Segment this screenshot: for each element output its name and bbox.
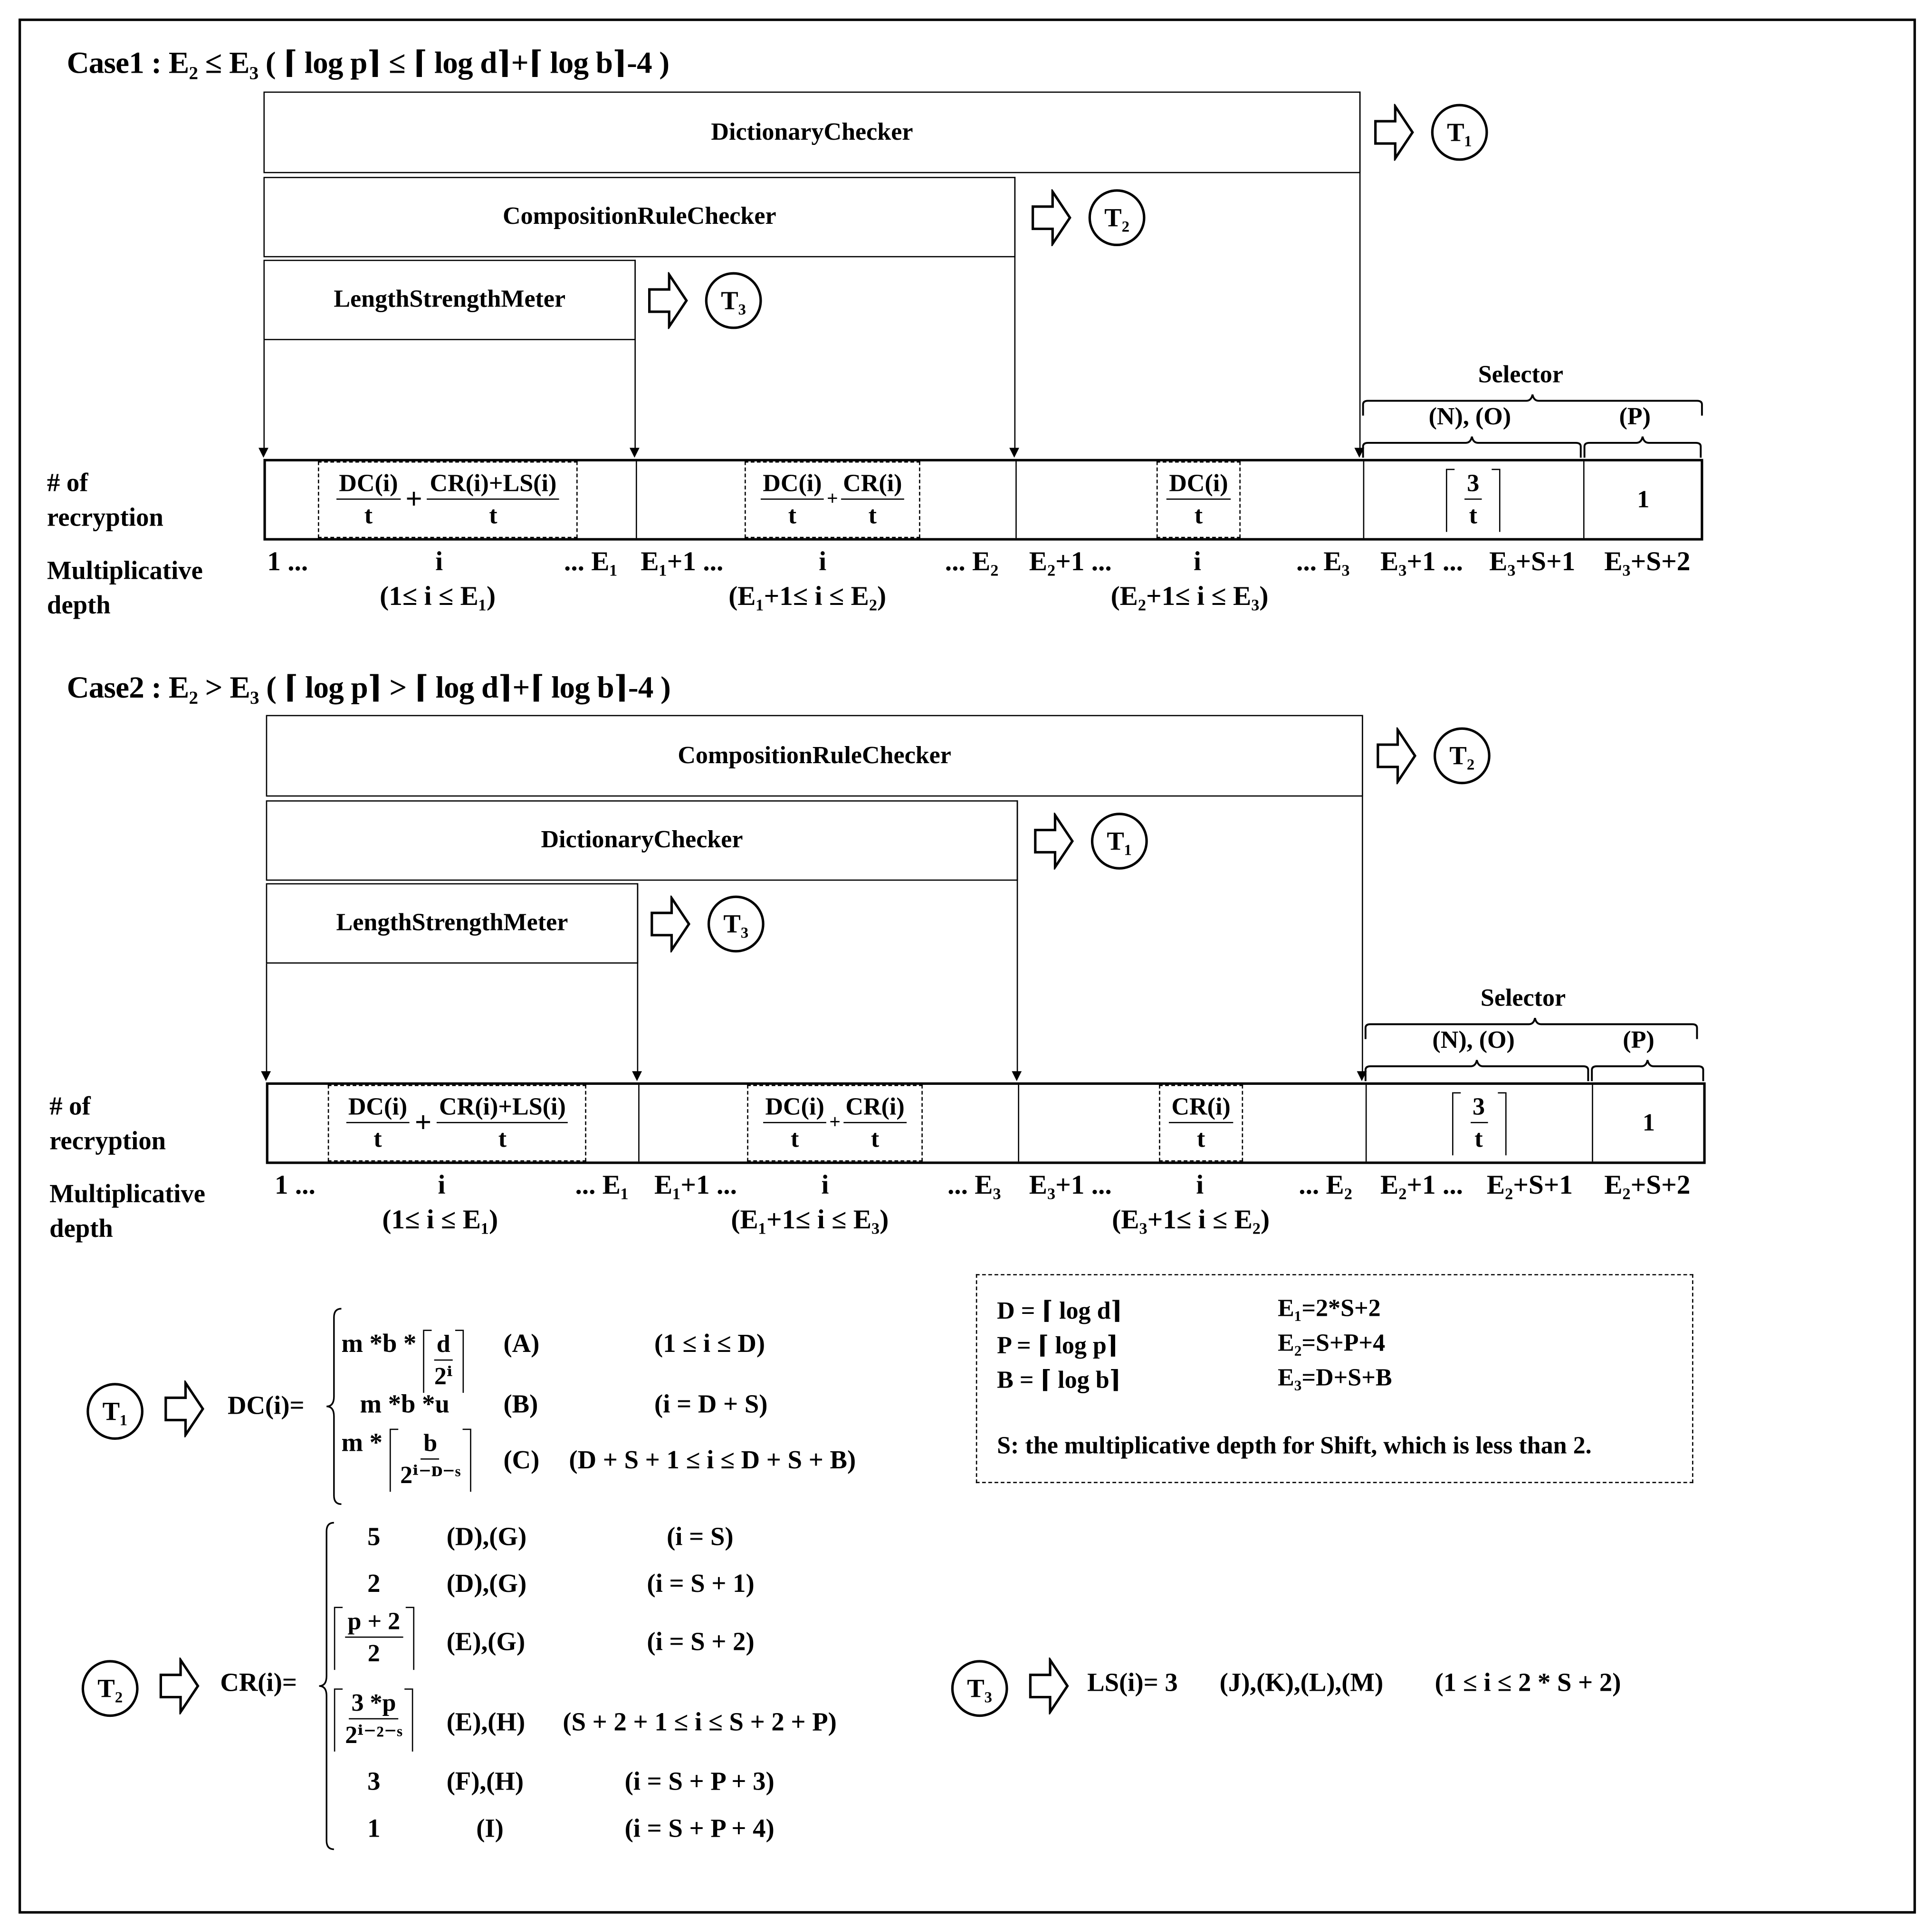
label-line: recryption [49,1125,166,1156]
block-arrow-right-icon [1028,1657,1070,1714]
numerator: p + 2 [345,1607,402,1638]
target-label: T₃ [967,1673,993,1703]
target-label: T₁ [102,1396,128,1426]
depth-end: ... E₁ [575,1168,629,1200]
target-t1-circle [1431,104,1488,161]
cr-case-2: 2 [367,1568,381,1599]
cr-cond-3: (i = S + 2) [647,1627,755,1657]
block-arrow-right-icon [1373,104,1415,161]
depth-start: E₁+1 ... [654,1168,737,1200]
label-line: # of [49,1091,91,1121]
target-label: T₂ [1449,740,1475,770]
target-t2-circle [1089,189,1146,246]
denominator: t [1469,501,1477,529]
arrow-down-icon [261,1071,271,1081]
case2-seg3-recryption [1159,1085,1243,1161]
fraction [1470,1092,1487,1155]
cr-case-5: 3 [367,1766,381,1796]
case1-seg5-recryption [1583,461,1703,538]
target-t3-circle [705,272,762,329]
brace-icon [316,1522,336,1850]
numerator: CR(i) [1169,1092,1233,1122]
cr-cond-5: (i = S + P + 3) [624,1766,775,1796]
cr-case-1: 5 [367,1521,381,1551]
cr-tag-4: (E),(H) [446,1707,526,1737]
depth-range: (1≤ i ≤ E₁) [382,1203,498,1235]
denominator: t [1196,1125,1205,1152]
cr-tag-5: (F),(H) [446,1766,524,1796]
arrow-down-icon [1012,1071,1022,1081]
denominator: 2 [367,1640,380,1667]
cr-tag-2: (D),(G) [446,1568,527,1599]
denominator: t [364,501,373,529]
equation-e1: E₁=2*S+2 [1278,1295,1381,1322]
cr-cond-2: (i = S + 1) [647,1568,755,1599]
case1-title: Case1 : E₂ ≤ E₃ ( ⌈ log p⌉ ≤ ⌈ log d⌉+⌈ log b⌉-4 ) [67,47,670,81]
numerator: CR(i)+LS(i) [437,1092,568,1122]
fraction [336,468,401,531]
ceiling-bracket [1452,1092,1506,1155]
depth-start: 1 ... [274,1168,316,1200]
case1-connector-line [634,260,636,449]
ls-cond: (1 ≤ i ≤ 2 * S + 2) [1435,1667,1621,1697]
case2-connector-line [637,883,639,1073]
depth-end: ... E₂ [1299,1168,1352,1200]
denominator: 2ⁱ [434,1363,453,1390]
operator: + [414,1106,432,1139]
operator: + [829,1112,841,1133]
block-arrow-right-icon [650,896,692,953]
case2-seg2-recryption [747,1085,923,1161]
block-arrow-right-icon [1376,728,1418,785]
equation-e3: E₃=D+S+B [1278,1364,1392,1392]
brace-icon [1591,1059,1707,1083]
fraction [841,468,905,531]
brace-icon [1583,435,1704,460]
numerator: 3 [1470,1092,1487,1122]
depth-mid: i [435,545,443,577]
block-arrow-right-icon [1030,189,1072,246]
dc-cond-c: (D + S + 1 ≤ i ≤ D + S + B) [569,1445,856,1475]
target-label: T₂ [97,1673,123,1703]
cr-tag-3: (E),(G) [446,1627,526,1657]
numerator: DC(i) [336,468,401,499]
numerator: DC(i) [760,468,824,499]
case2-recryption-label [49,1089,166,1158]
case1-recryption-track [263,459,1703,541]
case1-bar-dictionary-checker [263,92,1360,173]
depth-start: E₂+1 ... [1029,545,1112,577]
depth-start: E₃+S+2 [1604,545,1691,577]
block-arrow-right-icon [1033,813,1075,870]
operator: + [827,488,838,510]
case1-recryption-label [47,465,163,535]
target-t1-circle [1091,813,1148,870]
fraction [763,1092,827,1155]
fraction [434,1330,453,1393]
depth-range: (E₁+1≤ i ≤ E₂) [728,580,887,611]
depth-end: ... E₂ [945,545,999,577]
case1-seg3-recryption [1157,461,1241,538]
case2-title: Case2 : E₂ > E₃ ( ⌈ log p⌉ > ⌈ log d⌉+⌈ log b⌉-4 ) [67,671,670,705]
ls-tag: (J),(K),(L),(M) [1219,1667,1384,1697]
numerator: b [421,1429,440,1460]
label-line: recryption [47,502,163,532]
dc-cond-b: (i = D + S) [654,1389,768,1419]
target-label: T₁ [1107,825,1132,856]
depth-start: E₂+1 ... [1380,1168,1463,1200]
case1-seg4-recryption [1363,461,1583,538]
label-line: depth [47,590,111,620]
ceiling-bracket [1446,468,1501,531]
arrow-down-icon [258,448,268,458]
fraction [1167,468,1231,531]
ceiling-bracket [423,1330,464,1393]
numerator: DC(i) [763,1092,827,1122]
case2-seg4-recryption [1366,1085,1592,1161]
depth-start: E₂+S+2 [1604,1168,1691,1200]
cr-lhs: CR(i)= [220,1667,297,1697]
case1-seg2-recryption [745,461,920,538]
case2-bar-composition-rule-checker [266,715,1363,797]
fraction [843,1092,907,1155]
target-t3-circle [708,896,765,953]
target-t3-circle [951,1660,1008,1717]
denominator: 2ⁱ⁻ᴰ⁻ˢ [400,1462,461,1490]
target-label: T₃ [723,908,749,939]
case1-selector-p: (P) [1619,403,1651,431]
fraction [760,468,824,531]
case2-depth-label [49,1177,205,1246]
cr-cond-1: (i = S) [667,1521,734,1551]
denominator: 2ⁱ⁻²⁻ˢ [345,1722,402,1749]
case2-seg5-recryption [1592,1085,1705,1161]
definition-b: B = ⌈ log b⌉ [997,1367,1121,1394]
case2-selector-label: Selector [1480,985,1566,1012]
case1-seg1-recryption [318,461,578,538]
case2-connector-line [1362,715,1363,1073]
numerator: CR(i)+LS(i) [427,468,559,499]
target-t2-circle [1434,728,1491,785]
numerator: DC(i) [1167,468,1231,499]
bar-label: DictionaryChecker [711,118,913,145]
dc-cond-a: (1 ≤ i ≤ D) [654,1328,765,1359]
shift-note: S: the multiplicative depth for Shift, which is less than 2. [997,1432,1592,1460]
dc-lhs: DC(i)= [227,1390,305,1420]
brace-icon [1362,393,1704,418]
arrow-down-icon [1009,448,1019,458]
denominator: t [788,501,797,529]
cr-tag-6: (I) [476,1813,504,1843]
depth-range: (E₂+1≤ i ≤ E₃) [1110,580,1269,611]
depth-end: ... E₁ [564,545,618,577]
numerator: d [434,1330,453,1360]
operator: + [405,483,422,516]
fraction [1169,1092,1233,1155]
fraction [400,1429,460,1492]
fraction [427,468,559,531]
fraction [345,1607,402,1670]
denominator: t [1474,1125,1483,1152]
fraction [437,1092,568,1155]
denominator: t [790,1125,799,1152]
divider [636,461,637,538]
dc-case-a [341,1329,464,1393]
ls-formula: LS(i)= 3 [1087,1667,1178,1697]
fraction [346,1092,410,1155]
label-line: Multiplicative [49,1178,206,1209]
arrow-down-icon [632,1071,642,1081]
target-t2-circle [82,1660,139,1717]
case1-depth-label [47,553,203,623]
block-arrow-right-icon [647,272,689,329]
expr: m *b * [341,1328,417,1359]
target-label: T₁ [1447,116,1473,147]
block-arrow-right-icon [163,1380,206,1437]
case2-connector-line [266,964,268,1073]
bar-label: LengthStrengthMeter [336,909,568,937]
definition-p: P = ⌈ log p⌉ [997,1332,1119,1360]
depth-mid: i [819,545,827,577]
target-t1-circle [86,1383,143,1440]
fraction [345,1688,402,1752]
case1-connector-line [263,340,265,449]
depth-start: E₃+1 ... [1029,1168,1112,1200]
case2-recryption-track [266,1082,1706,1164]
brace-icon [1362,435,1585,460]
cr-cond-6: (i = S + P + 4) [624,1813,775,1843]
depth-range: (1≤ i ≤ E₁) [380,580,496,611]
case1-connector-line [1014,177,1016,449]
numerator: DC(i) [346,1092,410,1122]
depth-end: E₂+S+1 [1486,1168,1573,1200]
cr-case-6: 1 [367,1813,381,1843]
bar-label: CompositionRuleChecker [678,741,951,769]
denominator: t [870,1125,880,1152]
value: 1 [1642,1109,1655,1136]
case2-bar-length-strength-meter [266,883,639,964]
dc-tag-c: (C) [503,1445,540,1475]
depth-end: ... E₃ [947,1168,1001,1200]
dc-tag-b: (B) [503,1389,538,1419]
case1-selector-label: Selector [1478,361,1563,389]
case2-selector-p: (P) [1623,1026,1655,1054]
divider [1018,1085,1019,1161]
depth-end: E₃+S+1 [1489,545,1576,577]
target-label: T₃ [721,285,746,315]
label-line: depth [49,1213,113,1244]
brace-icon [1364,1059,1592,1083]
case2-connector-line [1017,800,1018,1073]
cr-tag-1: (D),(G) [446,1521,527,1551]
ceiling-bracket [389,1429,472,1492]
target-label: T₂ [1104,202,1130,232]
case2-bar-dictionary-checker [266,800,1018,881]
numerator: CR(i) [843,1092,907,1122]
case1-selector-no: (N), (O) [1428,403,1511,431]
depth-range: (E₁+1≤ i ≤ E₃) [731,1203,889,1235]
case1-bar-composition-rule-checker [263,177,1015,257]
numerator: 3 *p [349,1688,398,1719]
bar-label: DictionaryChecker [541,826,743,854]
arrow-down-icon [630,448,640,458]
ceiling-bracket [334,1607,414,1670]
denominator: t [1194,501,1203,529]
depth-mid: i [1196,1168,1204,1200]
cr-case-4 [334,1687,413,1752]
divider [638,1085,640,1161]
ceiling-bracket [334,1688,413,1752]
label-line: Multiplicative [47,555,203,585]
case1-bar-length-strength-meter [263,260,636,340]
depth-range: (E₃+1≤ i ≤ E₂) [1112,1203,1270,1235]
case2-selector-no: (N), (O) [1432,1026,1515,1054]
depth-mid: i [1193,545,1201,577]
case2-seg1-recryption [328,1085,586,1161]
equation-e2: E₂=S+P+4 [1278,1330,1386,1357]
denominator: t [489,501,497,529]
expr: m * [341,1427,383,1457]
fraction [1464,468,1482,531]
label-line: # of [47,467,88,498]
depth-start: 1 ... [267,545,308,577]
denominator: t [868,501,877,529]
denominator: t [498,1125,507,1152]
dc-tag-a: (A) [503,1328,540,1359]
brace-icon [1364,1017,1707,1042]
divider [1015,461,1017,538]
brace-icon [324,1307,344,1505]
cr-case-3 [334,1606,414,1670]
depth-end: ... E₃ [1296,545,1350,577]
depth-start: E₁+1 ... [641,545,724,577]
depth-start: E₃+1 ... [1380,545,1463,577]
bar-label: LengthStrengthMeter [334,286,566,313]
definition-d: D = ⌈ log d⌉ [997,1297,1123,1325]
cr-cond-4: (S + 2 + 1 ≤ i ≤ S + 2 + P) [563,1707,837,1737]
bar-label: CompositionRuleChecker [502,202,776,230]
case1-connector-line [1359,92,1361,449]
value: 1 [1637,485,1650,513]
denominator: t [373,1125,382,1152]
dc-case-c [341,1427,471,1492]
block-arrow-right-icon [158,1657,201,1714]
definitions-legend [976,1274,1693,1483]
numerator: 3 [1464,468,1482,499]
numerator: CR(i) [841,468,905,499]
depth-mid: i [821,1168,829,1200]
depth-mid: i [438,1168,446,1200]
dc-case-b: m *b *u [360,1389,450,1419]
